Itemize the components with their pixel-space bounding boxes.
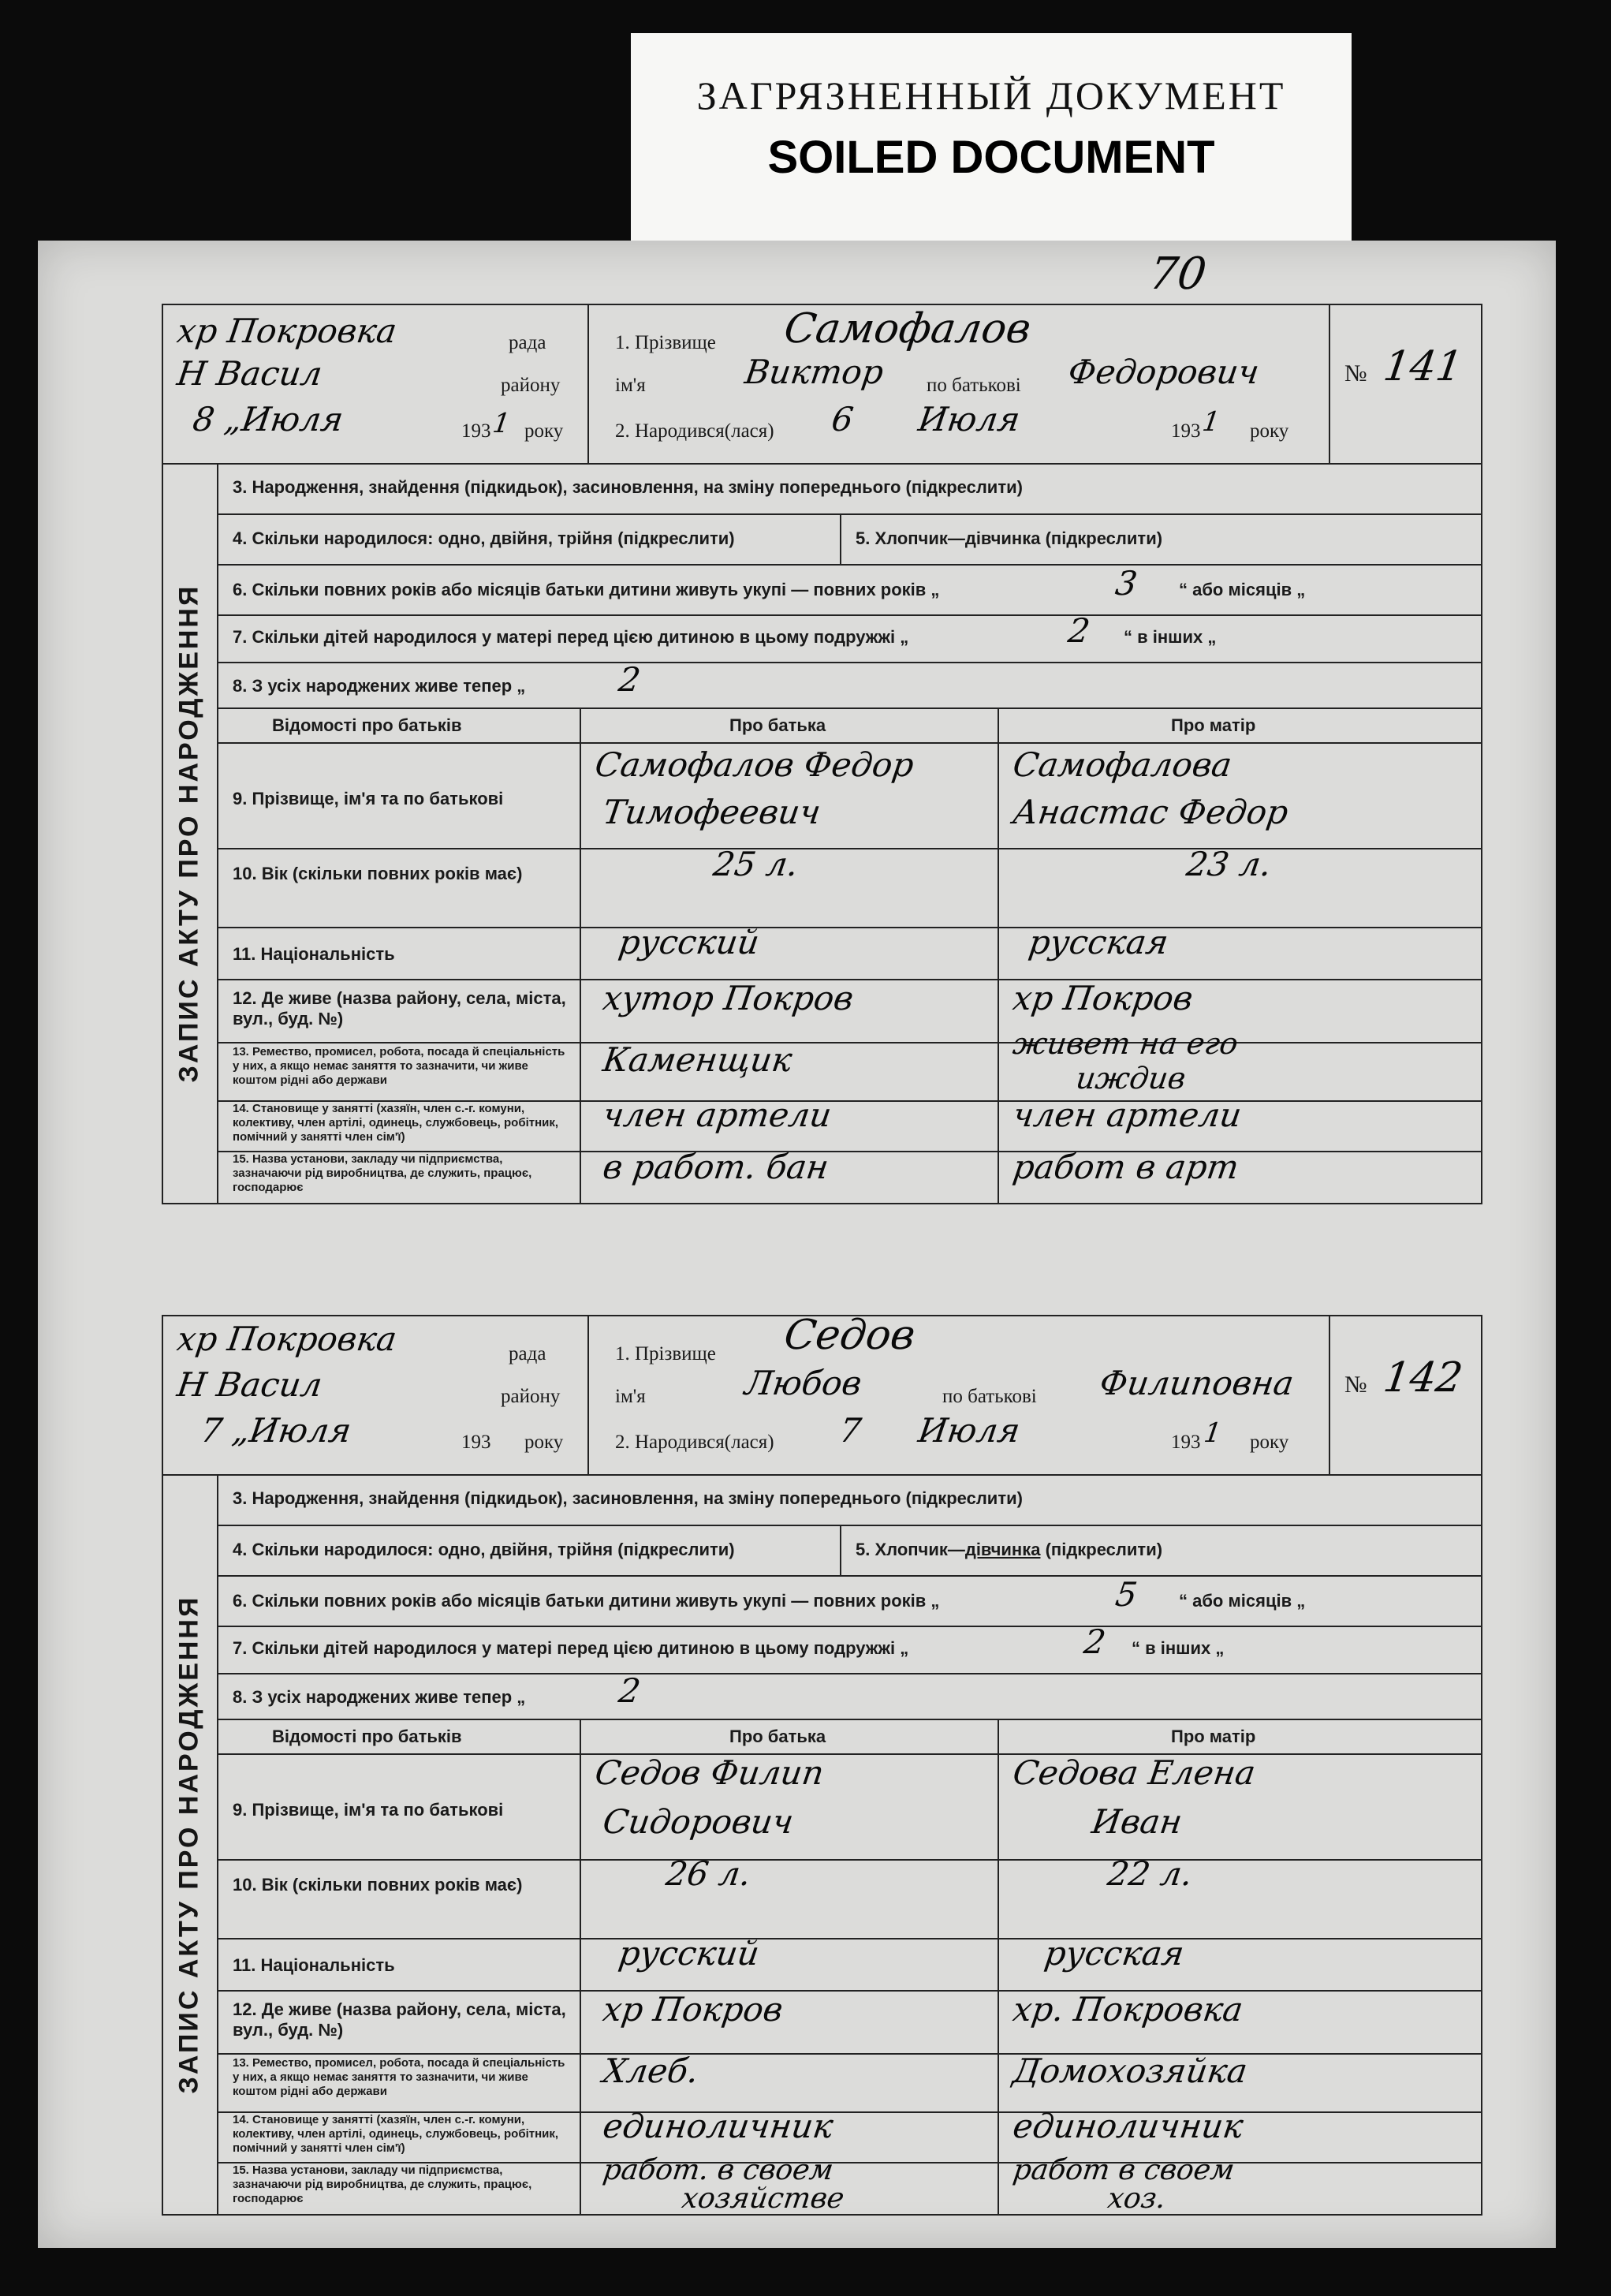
side-title: ЗАПИС АКТУ ПРО НАРОДЖЕННЯ [173, 584, 204, 1082]
row-13-label: 13. Ремество, промисел, робота, посада й спеціальність у них, а якщо немає заняття то зазначити, чи живе коштом рідні або держави [233, 1045, 565, 1087]
roku-label: року [524, 1432, 564, 1453]
born-label: 2. Народився(лася) [615, 1432, 774, 1453]
father-name-l2: Тимофеевич [600, 793, 823, 831]
row-13-label: 13. Ремество, промисел, робота, посада й спеціальність у них, а якщо немає заняття то зазначити, чи живе коштом рідні або держави [233, 2056, 565, 2098]
father-occupation: Каменщик [600, 1040, 795, 1079]
name-label: ім'я [615, 375, 646, 396]
mother-status: единоличник [1010, 2107, 1246, 2145]
birth-record-1 [162, 304, 1482, 1203]
patronymic-value: Федорович [1065, 353, 1262, 391]
row-12-label: 12. Де живе (назва району, села, міста, вул., буд. №) [233, 1999, 566, 2040]
row-11-label: 11. Національність [233, 1955, 395, 1975]
number-sign: № [1344, 360, 1367, 386]
birth-month-value: Июля [916, 1411, 1023, 1450]
row-9-label: 9. Прізвище, ім'я та по батькові [233, 1800, 504, 1820]
field-3-label: 3. Народження, знайдення (підкидьок), засиновлення, на зміну попереднього (підкреслити) [233, 1488, 1023, 1508]
row-10-label: 10. Вік (скільки повних років має) [233, 1875, 523, 1895]
father-age: 26 л. [663, 1854, 754, 1893]
side-title: ЗАПИС АКТУ ПРО НАРОДЖЕННЯ [173, 1595, 204, 2093]
raionu-label: району [501, 375, 561, 396]
roku-label: року [524, 420, 564, 442]
birth-day-value: 6 [829, 400, 856, 439]
registration-date-value: 7 „Июля [198, 1411, 354, 1450]
col-mother-header: Про матір [1171, 715, 1256, 735]
mother-status: член артели [1010, 1096, 1244, 1134]
row-15-label: 15. Назва установи, закладу чи підприємства, зазначаючи рід виробництва, де служить, працює, господарює [233, 2163, 532, 2205]
field-4-label: 4. Скільки народилося: одно, двійня, трійня (підкреслити) [233, 528, 735, 548]
father-workplace-l2: хозяйстве [680, 2182, 847, 2215]
field-7-label: 7. Скільки дітей народилося у матері перед цією дитиною в цьому подружжі „ [233, 1638, 909, 1658]
children-before-value: 2 [1081, 1622, 1109, 1661]
father-workplace-l1: работ. в своем [601, 2154, 836, 2186]
mother-nationality: русская [1042, 1934, 1187, 1973]
father-status: единоличник [600, 2107, 836, 2145]
district-value: Н Васил [174, 354, 325, 393]
alive-now-value: 2 [616, 1671, 643, 1710]
born-year-label: 193 [1171, 420, 1201, 442]
years-together-value: 5 [1113, 1575, 1140, 1614]
born-label: 2. Народився(лася) [615, 420, 774, 442]
register-page [38, 241, 1556, 2248]
father-status: член артели [600, 1096, 834, 1134]
row-12-label: 12. Де живе (назва району, села, міста, вул., буд. №) [233, 988, 566, 1029]
patronymic-value: Филиповна [1097, 1364, 1296, 1402]
field-4-label: 4. Скільки народилося: одно, двійня, трійня (підкреслити) [233, 1540, 735, 1559]
field-3-label: 3. Народження, знайдення (підкидьок), засиновлення, на зміну попереднього (підкреслити) [233, 477, 1023, 497]
year-label: 193 [461, 1432, 491, 1453]
field-8-label: 8. З усіх народжених живе тепер „ [233, 1687, 526, 1707]
children-before-value: 2 [1065, 611, 1093, 650]
field-6-months: “ або місяців „ [1179, 1591, 1306, 1611]
patronymic-label: по батькові [927, 375, 1021, 396]
alive-now-value: 2 [616, 660, 643, 699]
born-roku-label: року [1250, 420, 1289, 442]
mother-name-l1: Самофалова [1010, 745, 1235, 784]
mother-occupation-l2: иждив [1073, 1061, 1188, 1096]
mother-name-l1: Седова Елена [1010, 1753, 1259, 1792]
banner-russian-text: ЗАГРЯЗНЕННЫЙ ДОКУМЕНТ [696, 73, 1286, 118]
rada-label: рада [509, 332, 546, 353]
birth-year-suffix: 1 [1202, 1417, 1224, 1449]
mother-occupation: Домохозяйка [1010, 2051, 1250, 2090]
father-nationality: русский [616, 923, 762, 961]
col-mother-header: Про матір [1171, 1727, 1256, 1746]
mother-workplace-l1: работ в своем [1011, 2154, 1236, 2186]
name-label: ім'я [615, 1386, 646, 1407]
field-5-label: 5. Хлопчик—дівчинка (підкреслити) [856, 1540, 1163, 1559]
father-workplace: в работ. бан [600, 1148, 831, 1186]
row-11-label: 11. Національність [233, 944, 395, 964]
surname-value: Самофалов [781, 305, 1034, 353]
row-14-label: 14. Становище у занятті (хазяїн, член с.-г. комуни, колективу, член артілі, одинець, службовець, робітник, помічний у занятті член сім'ї) [233, 2113, 559, 2155]
surname-label: 1. Прізвище [615, 332, 716, 353]
born-year-label: 193 [1171, 1432, 1201, 1453]
father-occupation: Хлеб. [600, 2051, 701, 2090]
father-residence: хутор Покров [600, 979, 856, 1017]
mother-age: 23 л. [1184, 845, 1274, 883]
mother-residence: хр. Покровка [1010, 1990, 1246, 2029]
surname-label: 1. Прізвище [615, 1343, 716, 1365]
patronymic-label: по батькові [942, 1386, 1037, 1407]
birth-month-value: Июля [916, 400, 1023, 439]
mother-nationality: русская [1026, 923, 1171, 961]
father-residence: хр Покров [600, 1990, 785, 2029]
father-nationality: русский [616, 1934, 762, 1973]
registration-year-suffix: 1 [490, 408, 513, 439]
col-info-header: Відомості про батьків [272, 1727, 462, 1746]
father-name-l2: Сидорович [600, 1802, 796, 1841]
father-age: 25 л. [710, 845, 801, 883]
page-number: 70 [1146, 248, 1210, 300]
birth-record-2 [162, 1312, 1482, 2215]
mother-age: 22 л. [1105, 1854, 1195, 1893]
mother-name-l2: Анастас Федор [1010, 793, 1291, 831]
soiled-document-label [631, 33, 1352, 246]
field-5-label: 5. Хлопчик—дівчинка (підкреслити) [856, 528, 1163, 548]
field-7-others: “ в інших „ [1124, 627, 1217, 647]
record-number-value: 142 [1380, 1354, 1466, 1402]
birth-day-value: 7 [837, 1411, 864, 1450]
name-value: Любов [742, 1364, 864, 1402]
field-8-label: 8. З усіх народжених живе тепер „ [233, 676, 526, 696]
record-number-value: 141 [1380, 343, 1466, 390]
surname-value: Седов [781, 1312, 919, 1359]
mother-workplace-l2: хоз. [1106, 2182, 1168, 2215]
row-14-label: 14. Становище у занятті (хазяїн, член с.-г. комуни, колективу, член артілі, одинець, службовець, робітник, помічний у занятті член сім'ї) [233, 1102, 559, 1144]
number-sign: № [1344, 1372, 1367, 1398]
field-7-others: “ в інших „ [1132, 1638, 1225, 1658]
year-label: 193 [461, 420, 491, 442]
field-6-label: 6. Скільки повних років або місяців батьки дитини живуть укупі — повних років „ [233, 1591, 940, 1611]
village-value: хр Покровка [174, 1320, 400, 1358]
field-6-label: 6. Скільки повних років або місяців батьки дитини живуть укупі — повних років „ [233, 580, 940, 599]
born-roku-label: року [1250, 1432, 1289, 1453]
father-name-l1: Седов Филип [592, 1753, 826, 1792]
mother-workplace: работ в арт [1010, 1148, 1242, 1186]
col-father-header: Про батька [729, 715, 826, 735]
row-10-label: 10. Вік (скільки повних років має) [233, 864, 523, 883]
field-7-label: 7. Скільки дітей народилося у матері перед цією дитиною в цьому подружжі „ [233, 627, 909, 647]
row-9-label: 9. Прізвище, ім'я та по батькові [233, 789, 504, 808]
registration-date-value: 8 „Июля [190, 400, 346, 439]
district-value: Н Васил [174, 1365, 325, 1404]
father-name-l1: Самофалов Федор [592, 745, 916, 784]
banner-english-text: SOILED DOCUMENT [767, 132, 1215, 183]
rada-label: рада [509, 1343, 546, 1365]
mother-occupation-l1: живет на его [1010, 1026, 1240, 1061]
col-father-header: Про батька [729, 1727, 826, 1746]
mother-name-l2: Иван [1089, 1802, 1185, 1841]
years-together-value: 3 [1113, 564, 1140, 603]
name-value: Виктор [742, 353, 886, 391]
field-6-months: “ або місяців „ [1179, 580, 1306, 599]
row-15-label: 15. Назва установи, закладу чи підприємства, зазначаючи рід виробництва, де служить, працює, господарює [233, 1152, 532, 1194]
village-value: хр Покровка [174, 312, 400, 350]
raionu-label: району [501, 1386, 561, 1407]
col-info-header: Відомості про батьків [272, 715, 462, 735]
birth-year-suffix: 1 [1200, 406, 1222, 438]
mother-residence: хр Покров [1010, 979, 1195, 1017]
